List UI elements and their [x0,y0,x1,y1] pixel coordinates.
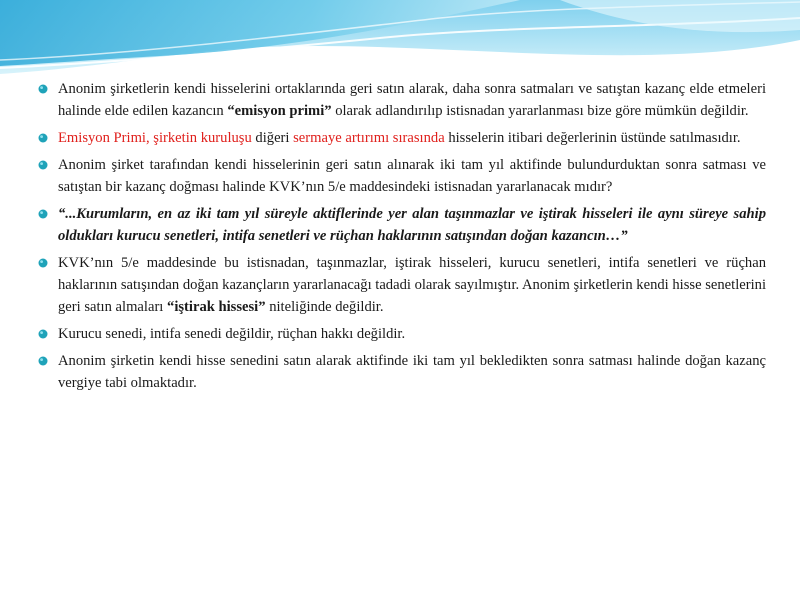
bullet-marker-icon [38,329,48,339]
bullet-text: niteliğinde değildir. [265,299,384,315]
bullet-marker-icon [38,84,48,94]
highlight-text: sermaye artırımı sırasında [293,130,445,146]
bullet-marker-icon [38,133,48,143]
quoted-law-text: “...Kurumların, en az iki tam yıl süreyle aktiflerinde yer alan taşınmazlar ve iştirak hisseleri ile aynı süreye sahip oldukları kurucu senetleri, intifa senetleri ve rüçhan haklarının satışından doğan kazancın…” [58,206,766,244]
bullet-text: KVK’nın 5/e maddesinde bu istisnadan, taşınmazlar, iştirak hisseleri, kurucu senetleri, intifa senetleri ve rüçhan haklarının satışından doğan kazançların yararlanacağı tadadi olarak sayılmıştır. Anonim şirketlerin kendi hisse senetlerini geri satın almaları [58,255,766,315]
highlight-text: Emisyon Primi, şirketin kuruluşu [58,130,252,146]
bullet-item-5 [36,252,766,318]
bullet-item-1 [36,78,766,122]
bullet-marker-icon [38,356,48,366]
bullet-text: Anonim şirketlerin kendi hisselerini ortaklarında geri satın alarak, daha sonra satmaları ve satıştan kazanç elde etmeleri halinde elde edilen kazancın [58,81,766,119]
emphasis-term: “iştirak hissesi” [167,299,266,315]
bullet-text: Anonim şirket tarafından kendi hisselerinin geri satın alınarak iki tam yıl aktifinde bulundurduktan sonra satması ve satıştan bir kazanç doğması halinde KVK’nın 5/e maddesindeki istisnadan yararlanacak mıdır? [58,157,766,195]
bullet-marker-icon [38,160,48,170]
bullet-item-3 [36,154,766,198]
bullet-list [36,78,766,399]
bullet-item-7 [36,350,766,394]
bullet-text: Anonim şirketin kendi hisse senedini satın alarak aktifinde iki tam yıl bekledikten sonra satması halinde doğan kazanç vergiye tabi olmaktadır. [58,353,766,391]
bullet-marker-icon [38,258,48,268]
bullet-text: Kurucu senedi, intifa senedi değildir, rüçhan hakkı değildir. [58,326,406,342]
bullet-item-4 [36,203,766,247]
bullet-item-2 [36,127,766,149]
emphasis-term: “emisyon primi” [227,103,332,119]
bullet-marker-icon [38,209,48,219]
wave-header-decoration [0,0,800,80]
bullet-text: hisselerin itibari değerlerinin üstünde satılmasıdır. [444,130,741,146]
bullet-text: diğeri [251,130,294,146]
bullet-text: olarak adlandırılıp istisnadan yararlanması bize göre mümkün değildir. [331,103,749,119]
bullet-item-6 [36,323,766,345]
